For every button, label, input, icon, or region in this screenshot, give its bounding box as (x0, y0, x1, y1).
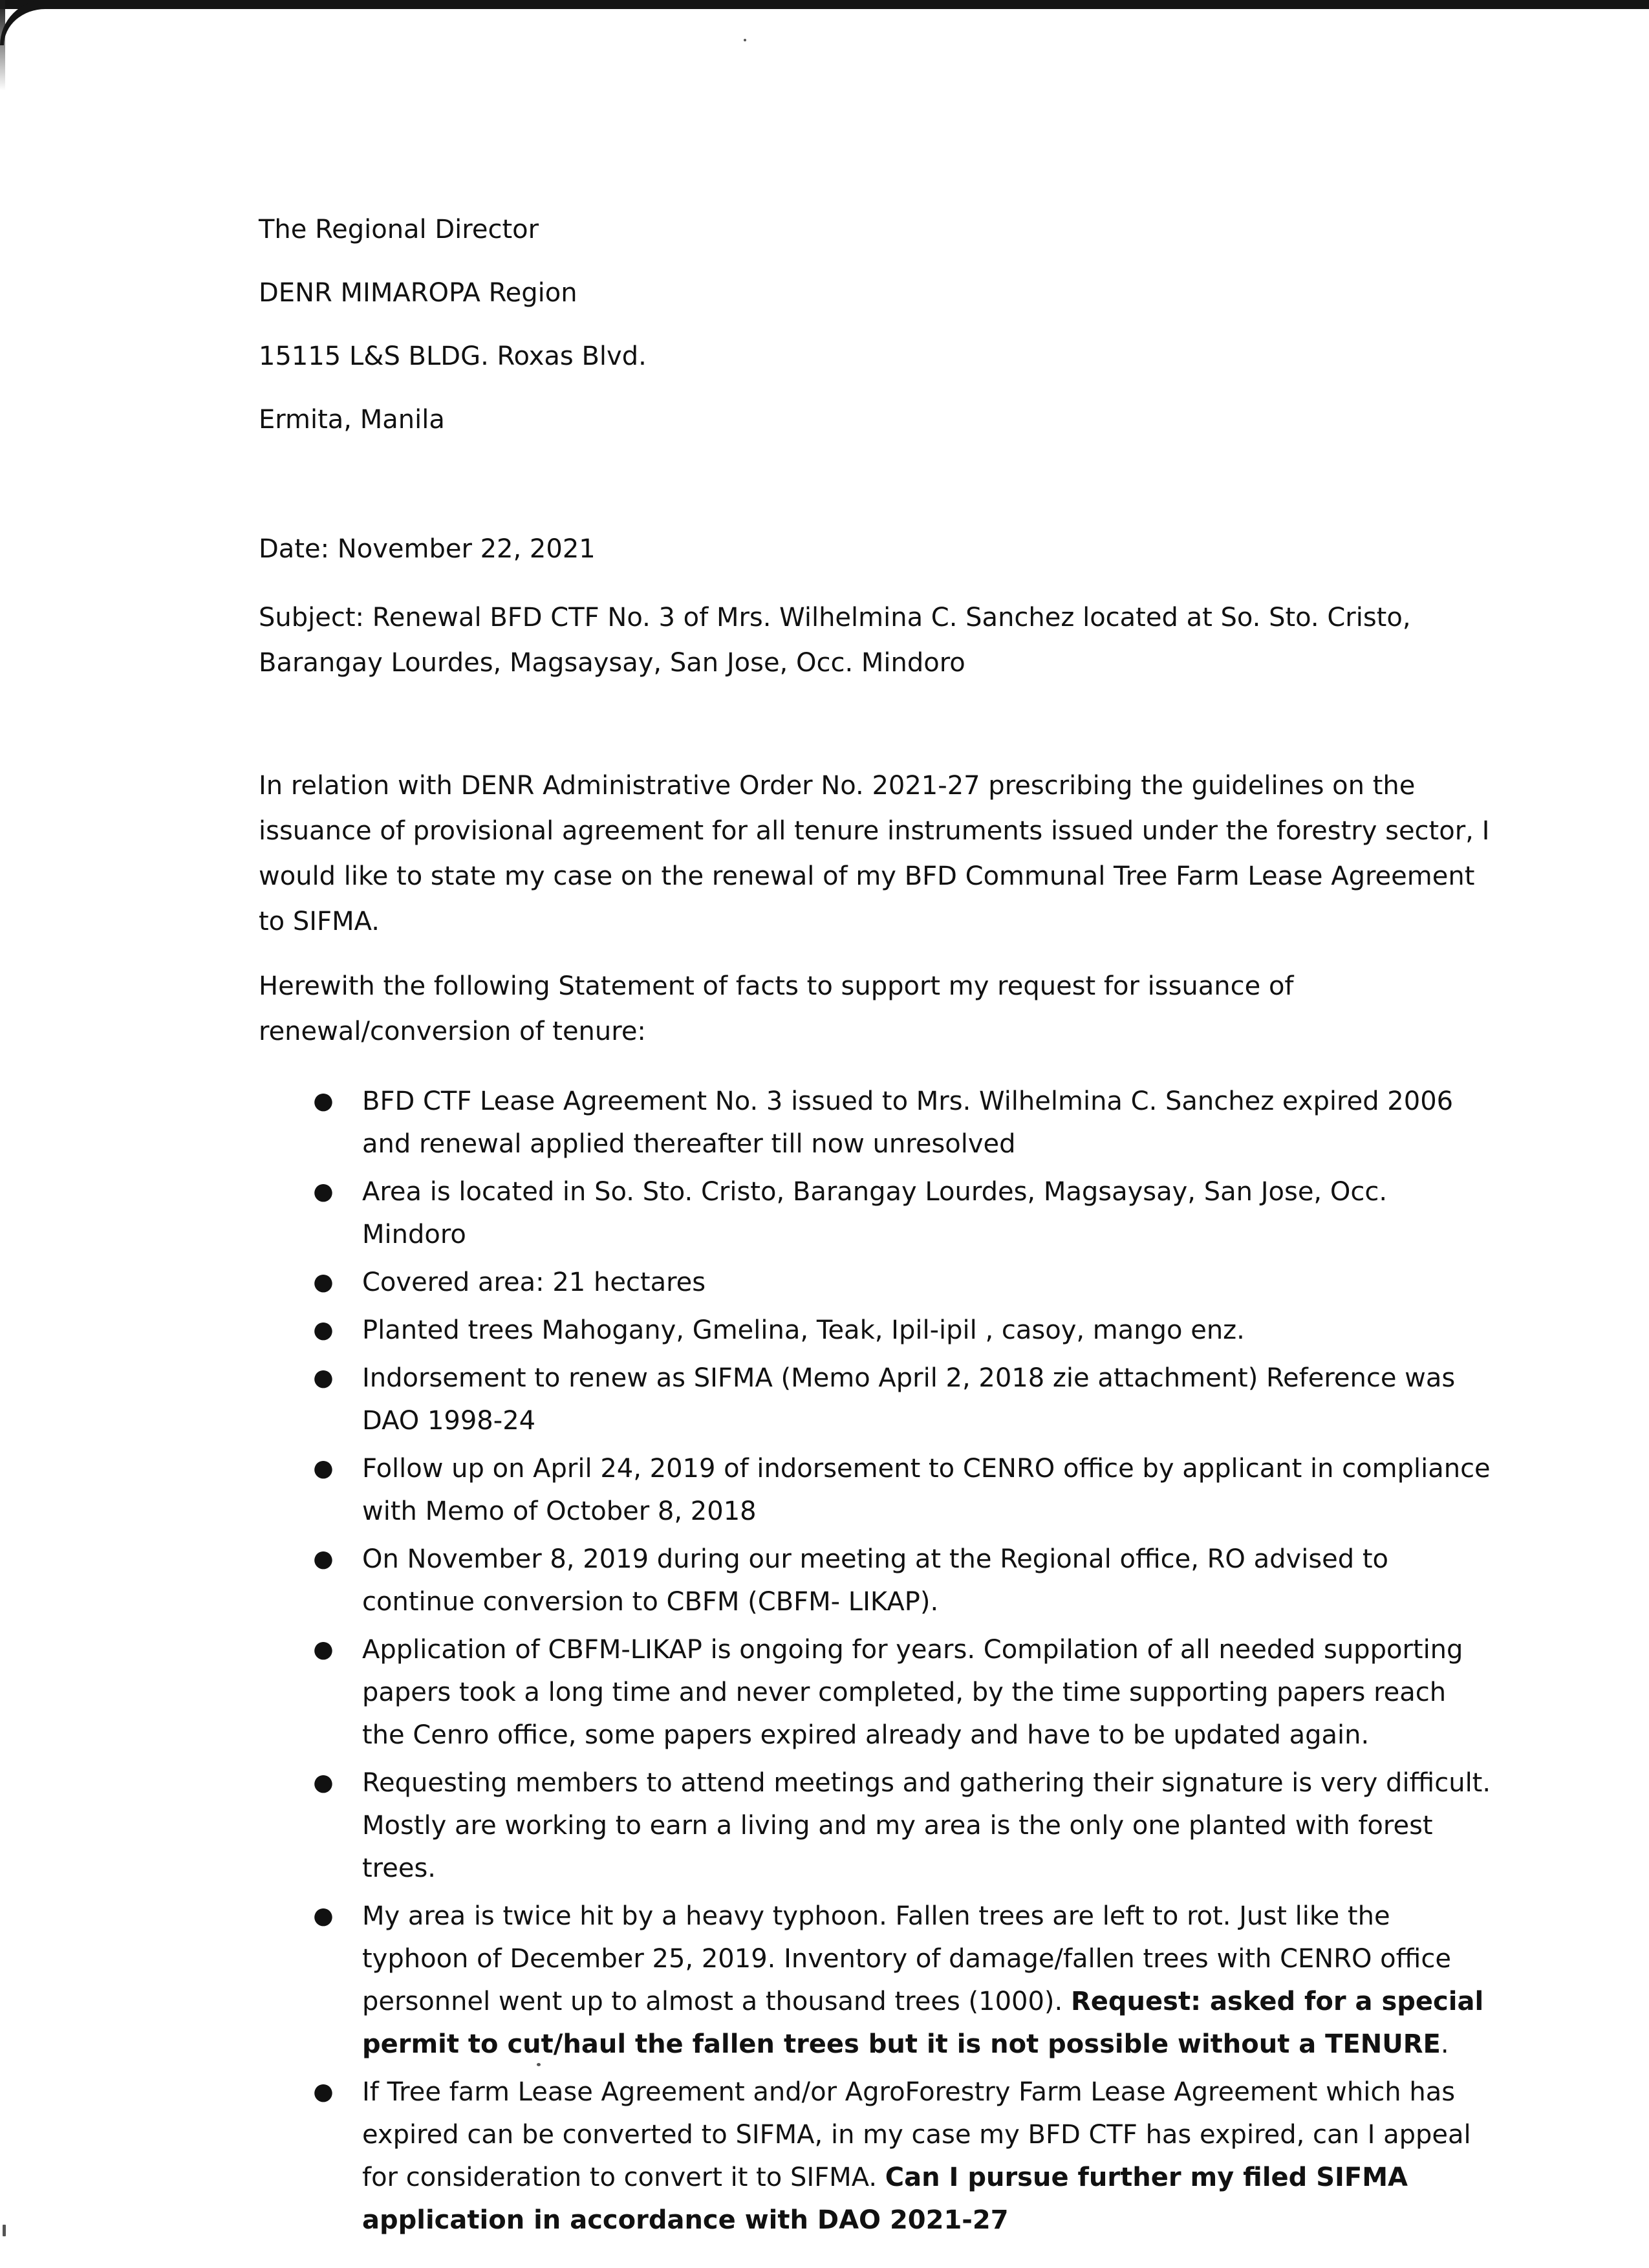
bullet-icon: ● (313, 1546, 334, 1572)
fact-text: If Tree farm Lease Agreement and/or AgroForestry Farm Lease Agreement which has expired can be converted to SIFMA, in my case my BFD CTF has expired, can I appeal for consideration to convert it to SIFMA. (362, 2077, 1471, 2192)
bullet-icon: ● (313, 1178, 334, 1205)
bullet-icon: ● (313, 2079, 334, 2105)
fact-text: Planted trees Mahogany, Gmelina, Teak, Ipil-ipil , casoy, mango enz. (362, 1315, 1245, 1345)
fact-bold-request: Request: asked for a special permit to cut/haul the fallen trees but it is not possible without a TENURE (362, 1987, 1484, 2059)
recipient-address (259, 207, 1494, 442)
fact-item (259, 1261, 1494, 1304)
fact-bold-question: Can I pursue further my filed SIFMA application in accordance with DAO 2021-27 (362, 2163, 1408, 2235)
fact-text: Covered area: 21 hectares (362, 1268, 706, 1297)
fact-item (259, 1447, 1494, 1533)
recipient-street: 15115 L&S BLDG. Roxas Blvd. (259, 341, 647, 371)
bullet-icon: ● (313, 1365, 334, 1391)
fact-item (259, 1309, 1494, 1352)
fact-text-tail: . (1440, 2029, 1449, 2059)
bullet-icon: ● (313, 1269, 334, 1295)
bullet-icon: ● (313, 1903, 334, 1929)
scan-speck (744, 39, 746, 41)
letter-page (259, 207, 1494, 2247)
scan-border-left (0, 0, 5, 91)
fact-text: BFD CTF Lease Agreement No. 3 issued to Mrs. Wilhelmina C. Sanchez expired 2006 and renewal applied thereafter till now unresolved (362, 1086, 1454, 1159)
recipient-office: DENR MIMAROPA Region (259, 278, 577, 308)
scan-border-top (0, 0, 1649, 9)
fact-item (259, 1538, 1494, 1623)
fact-item (259, 1357, 1494, 1442)
fact-item (259, 1080, 1494, 1165)
fact-item (259, 1628, 1494, 1756)
bullet-icon: ● (313, 1317, 334, 1343)
bullet-icon: ● (313, 1088, 334, 1114)
fact-text: Area is located in So. Sto. Cristo, Barangay Lourdes, Magsaysay, San Jose, Occ. Mindoro (362, 1177, 1388, 1249)
body-paragraph: In relation with DENR Administrative Order No. 2021-27 prescribing the guidelines on the issuance of provisional agreement for all tenure instruments issued under the forestry sector, I would like to state my case on the renewal of my BFD Communal Tree Farm Lease Agreement to SIFMA. (259, 771, 1490, 936)
fact-text: On November 8, 2019 during our meeting at the Regional office, RO advised to continue conversion to CBFM (CBFM- LIKAP). (362, 1544, 1389, 1617)
recipient-city: Ermita, Manila (259, 405, 445, 435)
facts-list (259, 1080, 1494, 2241)
fact-text: Application of CBFM-LIKAP is ongoing for years. Compilation of all needed supporting papers took a long time and never completed, by the time supporting papers reach the Cenro office, some papers expired already and have to be updated again. (362, 1635, 1463, 1750)
fact-item (259, 2071, 1494, 2241)
fact-item (259, 1762, 1494, 1890)
fact-text: Requesting members to attend meetings and gathering their signature is very difficult. Mostly are working to earn a living and my area is the only one planted with forest trees. (362, 1768, 1491, 1883)
bullet-icon: ● (313, 1455, 334, 1482)
fact-text: Follow up on April 24, 2019 of indorsement to CENRO office by applicant in compliance with Memo of October 8, 2018 (362, 1454, 1491, 1526)
fact-text: Indorsement to renew as SIFMA (Memo April 2, 2018 zie attachment) Reference was DAO 1998-24 (362, 1363, 1456, 1436)
recipient-title: The Regional Director (259, 215, 539, 244)
fact-item (259, 1171, 1494, 1256)
body-paragraph: Herewith the following Statement of facts to support my request for issuance of renewal/conversion of tenure: (259, 971, 1294, 1046)
fact-text: My area is twice hit by a heavy typhoon. Fallen trees are left to rot. Just like the typhoon of December 25, 2019. Inventory of damage/fallen trees with CENRO office personnel went up to almost a thousand trees (1000). (362, 1901, 1451, 2016)
letter-date: Date: November 22, 2021 (259, 534, 596, 564)
scan-speck (3, 2225, 6, 2236)
letter-subject: Subject: Renewal BFD CTF No. 3 of Mrs. Wilhelmina C. Sanchez located at So. Sto. Cristo, Barangay Lourdes, Magsaysay, San Jose, Occ. Mindoro (259, 603, 1411, 678)
fact-item (259, 1895, 1494, 2066)
bullet-icon: ● (313, 1769, 334, 1796)
bullet-icon: ● (313, 1636, 334, 1663)
